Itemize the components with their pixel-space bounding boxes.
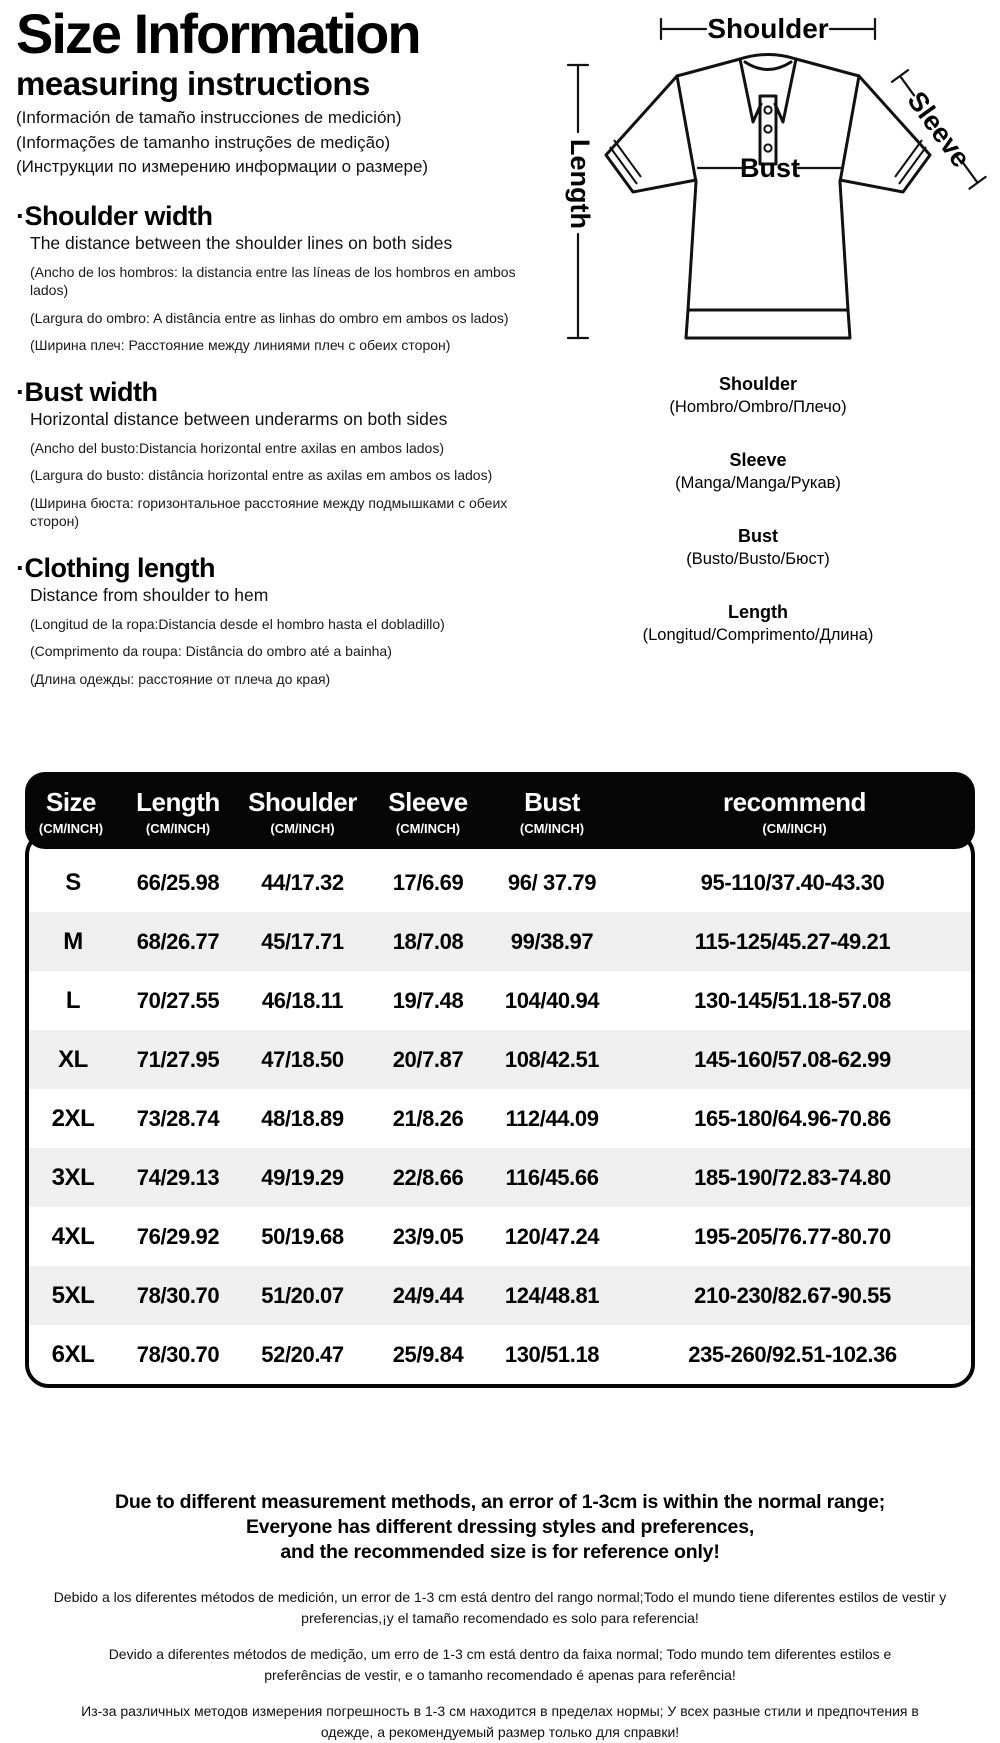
table-cell-shoulder: 49/19.29 — [261, 1164, 344, 1190]
table-row — [29, 1030, 971, 1089]
table-cell-sleeve: 20/7.87 — [392, 1046, 464, 1072]
polo-shirt-outline-icon — [606, 55, 930, 339]
table-cell-sleeve: 22/8.66 — [392, 1164, 464, 1190]
table-cell-recommend: 235-260/92.51-102.36 — [688, 1341, 897, 1367]
table-cell-recommend: 195-205/76.77-80.70 — [694, 1223, 891, 1249]
table-cell-size: 2XL — [51, 1104, 95, 1132]
page-subtitle-translations — [16, 106, 548, 178]
diagram-legend — [548, 374, 968, 645]
table-row — [29, 1325, 971, 1384]
section-translation-es: (Ancho del busto:Distancia horizontal entre axilas en ambos lados) — [30, 439, 445, 456]
section-clothing-length — [16, 553, 548, 688]
size-table — [25, 772, 975, 1388]
table-row — [29, 912, 971, 971]
table-cell-size: 6XL — [51, 1340, 95, 1368]
table-cell-sleeve: 18/7.08 — [392, 928, 464, 954]
footer-notice-line: and the recommended size is for reference only! — [280, 1540, 720, 1563]
table-cell-shoulder: 46/18.11 — [261, 987, 344, 1013]
table-cell-length: 70/27.55 — [136, 987, 220, 1013]
section-translation-pt: (Comprimento da roupa: Distância do ombro até a bainha) — [30, 643, 392, 660]
section-translation-ru: (Ширина бюста: горизонтальное расстояние между подмышками с обеих сторон) — [30, 494, 508, 530]
table-cell-length: 71/27.95 — [136, 1046, 220, 1072]
table-cell-shoulder: 51/20.07 — [261, 1282, 344, 1308]
footer — [0, 1490, 1000, 1743]
table-cell-size: XL — [58, 1045, 88, 1073]
column-header-shoulder: Shoulder (CM/INCH) — [248, 787, 357, 836]
table-cell-bust: 130/51.18 — [504, 1341, 600, 1367]
page-title: Size Information — [16, 2, 420, 65]
section-shoulder-width — [16, 201, 548, 355]
footer-notice-line: Due to different measurement methods, an error of 1-3cm is within the normal range; — [114, 1491, 886, 1513]
table-cell-sleeve: 23/9.05 — [392, 1223, 464, 1249]
section-translation-es: (Ancho de los hombros: la distancia entre las líneas de los hombros en ambos lados) — [30, 263, 516, 299]
table-cell-recommend: 185-190/72.83-74.80 — [694, 1164, 891, 1190]
table-cell-bust: 108/42.51 — [504, 1046, 600, 1072]
legend-item-shoulder — [548, 374, 968, 417]
diagram-shoulder-label: Shoulder — [707, 13, 829, 44]
section-translation-pt: (Largura do busto: distância horizontal entre as axilas em ambos os lados) — [30, 467, 493, 484]
table-cell-recommend: 95-110/37.40-43.30 — [700, 869, 885, 895]
column-header-sleeve: Sleeve (CM/INCH) — [388, 787, 468, 836]
placket-buttons-icon — [764, 106, 771, 151]
diagram-sleeve-label: Sleeve — [901, 85, 977, 173]
legend-term: Shoulder — [718, 374, 797, 394]
legend-translation: (Longitud/Comprimento/Длина) — [642, 626, 874, 644]
legend-translation: (Busto/Busto/Бюст) — [686, 550, 830, 568]
table-cell-length: 66/25.98 — [136, 869, 220, 895]
table-cell-bust: 112/44.09 — [505, 1105, 599, 1131]
table-cell-size: 4XL — [51, 1222, 95, 1250]
diagram-length-label: Length — [565, 139, 595, 229]
table-cell-size: L — [65, 986, 81, 1014]
section-title: ·Shoulder width — [16, 200, 213, 231]
legend-term: Bust — [738, 526, 778, 546]
legend-term: Sleeve — [729, 450, 787, 470]
table-cell-shoulder: 52/20.47 — [261, 1341, 344, 1367]
table-row — [29, 971, 971, 1030]
table-cell-bust: 120/47.24 — [504, 1223, 600, 1249]
table-row — [29, 1266, 971, 1325]
legend-item-length — [548, 602, 968, 645]
section-description: Distance from shoulder to hem — [30, 584, 269, 605]
subtitle-translation-es: (Información de tamaño instrucciones de medición) — [16, 108, 402, 128]
table-cell-bust: 116/45.66 — [505, 1164, 599, 1190]
legend-item-sleeve — [548, 450, 968, 493]
table-cell-length: 74/29.13 — [136, 1164, 220, 1190]
section-translation-pt: (Largura do ombro: A distância entre as linhas do ombro em ambos os lados) — [30, 309, 509, 326]
table-row — [29, 853, 971, 912]
table-cell-bust: 104/40.94 — [504, 987, 600, 1013]
table-cell-length: 68/26.77 — [136, 928, 220, 954]
footer-translation-ru: Из-за различных методов измерения погрешность в 1-3 см находится в пределах нормы; У всех разные стили и предпочтения в одежде, а рекомендуемый размер только для справки! — [81, 1702, 919, 1740]
legend-item-bust — [548, 526, 968, 569]
table-cell-length: 78/30.70 — [136, 1282, 220, 1308]
footer-translation-pt: Devido a diferentes métodos de medição, um erro de 1-3 cm está dentro da faixa normal; Todo mundo tem diferentes estilos e preferências de vestir, e o tamanho recomendado é apenas para referência! — [108, 1645, 892, 1683]
column-header-length: Length (CM/INCH) — [136, 787, 220, 836]
footer-notice — [0, 1490, 1000, 1565]
legend-term: Length — [728, 602, 788, 622]
column-header-bust: Bust (CM/INCH) — [519, 787, 585, 836]
table-cell-recommend: 165-180/64.96-70.86 — [694, 1105, 891, 1131]
legend-translation: (Hombro/Ombro/Плечо) — [669, 398, 847, 416]
footer-notice-line: Everyone has different dressing styles and preferences, — [245, 1515, 755, 1538]
table-cell-shoulder: 47/18.50 — [261, 1046, 344, 1072]
legend-translation: (Manga/Manga/Рукав) — [675, 474, 841, 492]
table-cell-sleeve: 17/6.69 — [392, 869, 464, 895]
column-header-recommend: recommend (CM/INCH) — [723, 787, 866, 836]
table-row — [29, 1207, 971, 1266]
subtitle-translation-pt: (Informações de tamanho instruções de medição) — [16, 132, 391, 152]
section-description: Horizontal distance between underarms on both sides — [30, 408, 448, 429]
table-cell-sleeve: 25/9.84 — [392, 1341, 464, 1367]
table-cell-length: 78/30.70 — [136, 1341, 220, 1367]
table-cell-shoulder: 44/17.32 — [261, 869, 344, 895]
section-translation-ru: (Длина одежды: расстояние от плеча до края) — [30, 670, 331, 687]
table-cell-sleeve: 21/8.26 — [392, 1105, 464, 1131]
section-translation-es: (Longitud de la ropa:Distancia desde el hombro hasta el dobladillo) — [30, 615, 445, 632]
size-table-body — [25, 831, 975, 1388]
table-cell-shoulder: 50/19.68 — [261, 1223, 344, 1249]
diagram-sleeve-measure — [888, 67, 990, 191]
table-cell-shoulder: 45/17.71 — [261, 928, 344, 954]
column-header-size: Size (CM/INCH) — [38, 787, 104, 836]
table-row — [29, 1148, 971, 1207]
section-translation-ru: (Ширина плеч: Расстояние между линиями плеч с обеих сторон) — [30, 337, 451, 354]
diagram-panel — [548, 8, 996, 678]
section-title: ·Bust width — [16, 376, 158, 407]
section-bust-width — [16, 377, 548, 531]
table-cell-recommend: 130-145/51.18-57.08 — [694, 987, 891, 1013]
table-cell-size: 3XL — [51, 1163, 95, 1191]
table-cell-size: 5XL — [51, 1281, 95, 1309]
measuring-instructions-panel — [16, 4, 548, 688]
diagram-bust-label: Bust — [740, 153, 800, 183]
table-cell-bust: 124/48.81 — [504, 1282, 600, 1308]
table-cell-sleeve: 19/7.48 — [392, 987, 464, 1013]
table-cell-recommend: 210-230/82.67-90.55 — [694, 1282, 891, 1308]
size-table-header — [25, 772, 975, 849]
table-cell-bust: 99/38.97 — [510, 928, 594, 954]
table-cell-bust: 96/ 37.79 — [507, 869, 597, 895]
table-cell-recommend: 145-160/57.08-62.99 — [694, 1046, 891, 1072]
table-cell-shoulder: 48/18.89 — [261, 1105, 344, 1131]
table-cell-length: 76/29.92 — [136, 1223, 220, 1249]
section-title: ·Clothing length — [16, 552, 215, 583]
polo-shirt-diagram — [548, 8, 996, 348]
table-row — [29, 1089, 971, 1148]
section-description: The distance between the shoulder lines on both sides — [30, 232, 453, 253]
table-cell-sleeve: 24/9.44 — [392, 1282, 464, 1308]
table-cell-recommend: 115-125/45.27-49.21 — [694, 928, 891, 954]
table-cell-size: S — [65, 868, 81, 896]
subtitle-translation-ru: (Инструкции по измерению информации о размере) — [16, 156, 429, 176]
footer-translation-es: Debido a los diferentes métodos de medición, un error de 1-3 cm está dentro del rango normal;Todo el mundo tiene diferentes estilos de vestir y preferencias,¡y el tamaño recomendado es solo para referencia! — [53, 1588, 947, 1626]
table-cell-length: 73/28.74 — [136, 1105, 220, 1131]
table-cell-size: M — [63, 927, 83, 955]
page-subtitle: measuring instructions — [16, 65, 370, 103]
